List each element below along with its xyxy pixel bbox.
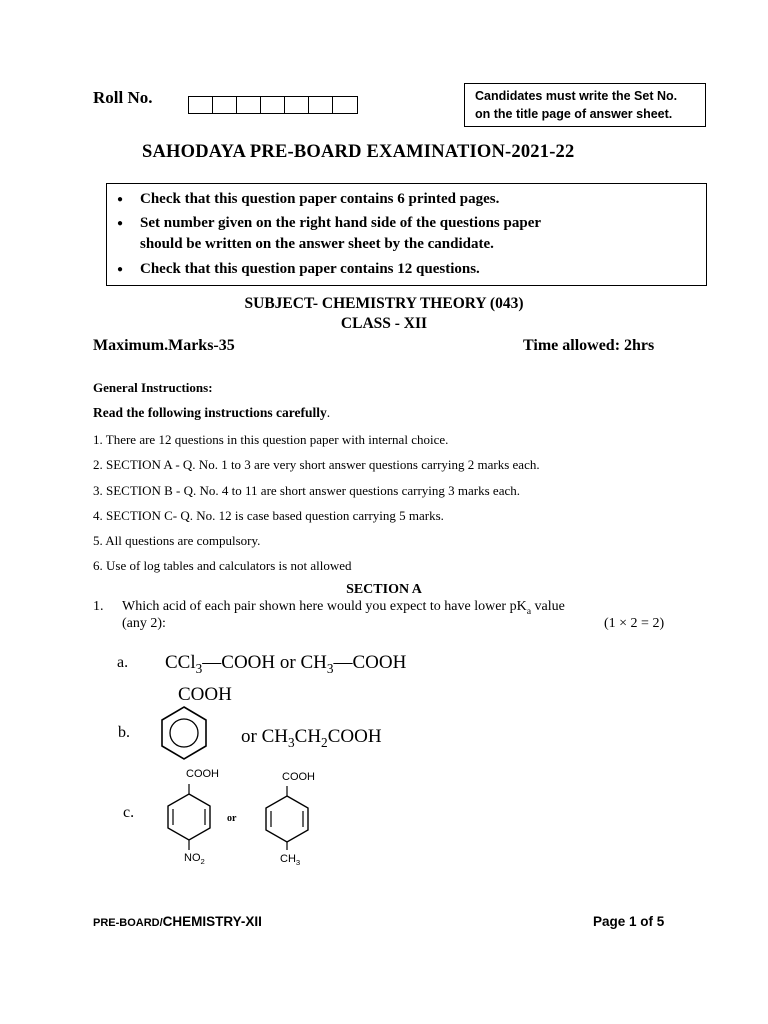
footer-left [93,914,262,929]
section-a-heading: SECTION A [346,582,422,597]
set-note-line1: Candidates must write the Set No. [475,89,678,103]
nitrobenzoic-ring-icon [162,784,216,850]
option-a-formula [165,652,406,677]
or-label: or [227,813,237,824]
formula-sub: 3 [295,858,301,868]
formula-sub: 2 [200,857,205,867]
formula-part: COOH [327,726,382,747]
question-text-end: value [531,599,565,614]
set-number-note [464,83,706,127]
instruction-item: 3. SECTION B - Q. No. 4 to 11 are short answer questions carrying 3 marks each. [93,483,520,498]
pka-subscript: a [526,605,532,617]
roll-box[interactable] [237,97,261,113]
roll-box[interactable] [285,97,309,113]
footer-prefix: PRE-BOARD/ [93,917,163,929]
formula-sub: 3 [326,660,334,676]
roll-number-label: Roll No. [93,88,153,107]
question-text-main: Which acid of each pair shown here would you expect to have lower pK [122,599,527,614]
question-text [122,599,565,617]
time-allowed: Time allowed: 2hrs [523,337,655,354]
nitrobenzoic-cooh: COOH [186,768,219,780]
formula-part: CH [280,853,296,865]
question-choice-note: (any 2): [122,616,166,631]
roll-box[interactable] [213,97,237,113]
formula-part: —COOH [333,652,407,673]
methyl-group [280,853,300,867]
page-number: Page 1 of 5 [593,914,665,929]
formula-part: or CH [241,726,288,747]
nitro-group [184,852,205,866]
instruction-item: 4. SECTION C- Q. No. 12 is case based question carrying 5 marks. [93,508,444,523]
question-marks: (1 × 2 = 2) [604,616,665,631]
checklist-item-continued [140,234,494,255]
checklist-text: should be written on the answer sheet by the candidate. [140,236,494,252]
option-letter: a. [117,654,129,671]
instruction-item: 1. There are 12 questions in this question paper with internal choice. [93,432,449,447]
formula-sub: 3 [195,660,203,676]
checklist-item: ● Check that this question paper contains 6 printed pages. [140,189,499,210]
formula-part: CH [294,726,322,747]
instruction-item: 6. Use of log tables and calculators is not allowed [93,558,352,573]
roll-box[interactable] [333,97,357,113]
checklist-item: ● Check that this question paper contains 12 questions. [140,259,480,280]
benzoic-acid-cooh: COOH [178,684,232,705]
formula-sub: 2 [321,734,328,750]
roll-box[interactable] [261,97,285,113]
toluic-cooh: COOH [282,771,315,783]
class-title: CLASS - XII [340,315,428,332]
formula-part: NO [184,852,201,864]
option-letter: b. [118,724,130,741]
read-instructions-line: Read the following instructions carefully. [93,405,331,420]
roll-box[interactable] [189,97,213,113]
set-note-line2: on the title page of answer sheet. [475,107,673,121]
formula-part: CCl [165,652,196,673]
subject-title: SUBJECT- CHEMISTRY THEORY (043) [244,295,524,312]
option-letter: c. [123,804,135,821]
max-marks: Maximum.Marks-35 [93,337,235,354]
instruction-item: 5. All questions are compulsory. [93,533,261,548]
benzene-ring-icon [158,705,210,763]
instruction-item: 2. SECTION A - Q. No. 1 to 3 are very short answer questions carrying 2 marks each. [93,457,540,472]
checklist-box [106,183,707,286]
toluic-ring-icon [260,786,314,852]
exam-title: SAHODAYA PRE-BOARD EXAMINATION-2021-22 [142,142,575,162]
read-instructions-text: Read the following instructions carefully [93,405,327,420]
footer-subject: CHEMISTRY-XII [162,914,262,929]
formula-sub: 3 [287,734,295,750]
option-b-formula [241,726,382,751]
formula-part: —COOH or CH [202,652,327,673]
roll-box[interactable] [309,97,333,113]
roll-number-boxes[interactable] [188,96,358,114]
question-number: 1. [93,599,104,614]
general-instructions-heading: General Instructions: [93,380,213,395]
checklist-item: ● Set number given on the right hand side of the questions paper [140,213,541,234]
